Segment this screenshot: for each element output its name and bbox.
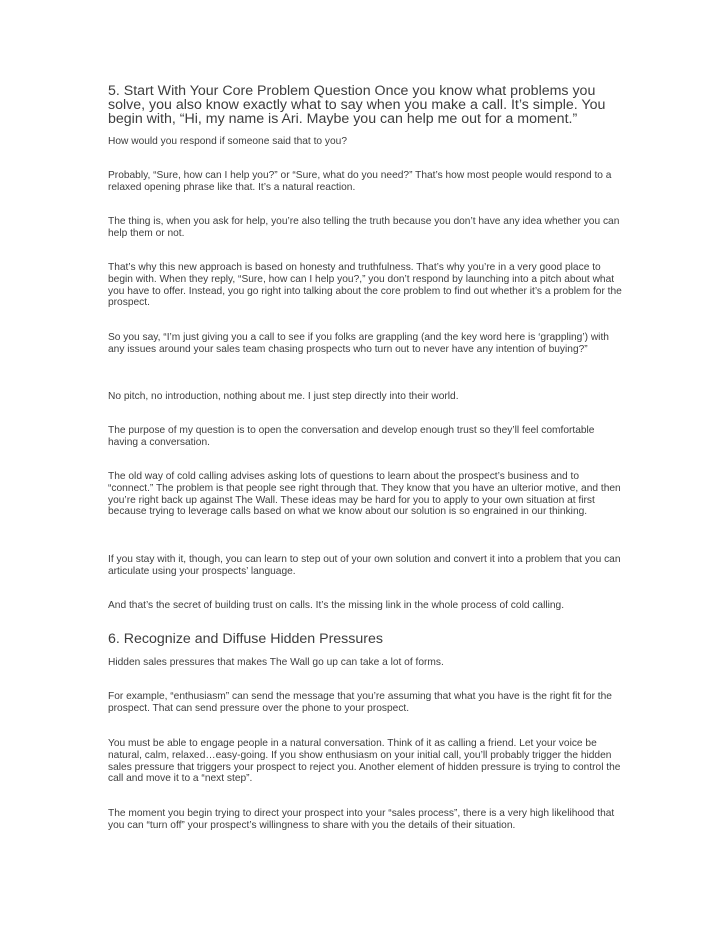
section-heading-5: 5. Start With Your Core Problem Question Once you know what problems you solve, you also know exactly what to say when you make a call. It’s simple. You begin with, “Hi, my name is Ari. Maybe you can help me out for a moment.”	[108, 83, 606, 127]
paragraph: The purpose of my question is to open the conversation and develop enough trust so they’ll feel comfortable having a conversation.	[108, 425, 595, 448]
paragraph: Hidden sales pressures that makes The Wall go up can take a lot of forms.	[108, 657, 444, 668]
paragraph: How would you respond if someone said that to you?	[108, 136, 347, 147]
section-heading-6: 6. Recognize and Diffuse Hidden Pressures	[108, 631, 383, 647]
paragraph: You must be able to engage people in a natural conversation. Think of it as calling a friend. Let your voice be natural, calm, relaxed…easy-going. If you show enthusiasm on your initial call, you’ll probably trigger the hidden sales pressure that triggers your prospect to reject you. Another element of hidden pressure is trying to control the call and move it to a “next step”.	[108, 738, 621, 785]
paragraph: Probably, “Sure, how can I help you?” or “Sure, what do you need?” That’s how most people would respond to a relaxed opening phrase like that. It’s a natural reaction.	[108, 170, 612, 193]
paragraph: No pitch, no introduction, nothing about me. I just step directly into their world.	[108, 391, 459, 402]
paragraph: That’s why this new approach is based on honesty and truthfulness. That’s why you’re in a very good place to begin with. When they reply, “Sure, how can I help you?,” you don’t respond by launching into a pitch about what you have to offer. Instead, you go right into talking about the core problem to find out whether it’s a problem for the prospect.	[108, 262, 622, 309]
paragraph: The thing is, when you ask for help, you’re also telling the truth because you don’t have any idea whether you can help them or not.	[108, 216, 620, 239]
paragraph: And that’s the secret of building trust on calls. It’s the missing link in the whole process of cold calling.	[108, 600, 565, 611]
paragraph: If you stay with it, though, you can learn to step out of your own solution and convert it into a problem that you can articulate using your prospects’ language.	[108, 554, 621, 577]
paragraph: So you say, “I’m just giving you a call to see if you folks are grappling (and the key word here is ‘grappling’) with any issues around your sales team chasing prospects who turn out to never have any intention of buying?”	[108, 332, 609, 355]
paragraph: The moment you begin trying to direct your prospect into your “sales process”, there is a very high likelihood that you can “turn off” your prospect’s willingness to share with you the details of their situation.	[108, 808, 615, 831]
paragraph: The old way of cold calling advises asking lots of questions to learn about the prospect’s business and to “connect.” The problem is that people see right through that. They know that you have an ulterior motive, and then you’re right back up against The Wall. These ideas may be hard for you to apply to your own situation at first because trying to leverage calls based on what we know about our solution is so engrained in our thinking.	[108, 471, 621, 518]
paragraph: For example, “enthusiasm” can send the message that you’re assuming that what you have is the right fit for the prospect. That can send pressure over the phone to your prospect.	[108, 691, 612, 714]
